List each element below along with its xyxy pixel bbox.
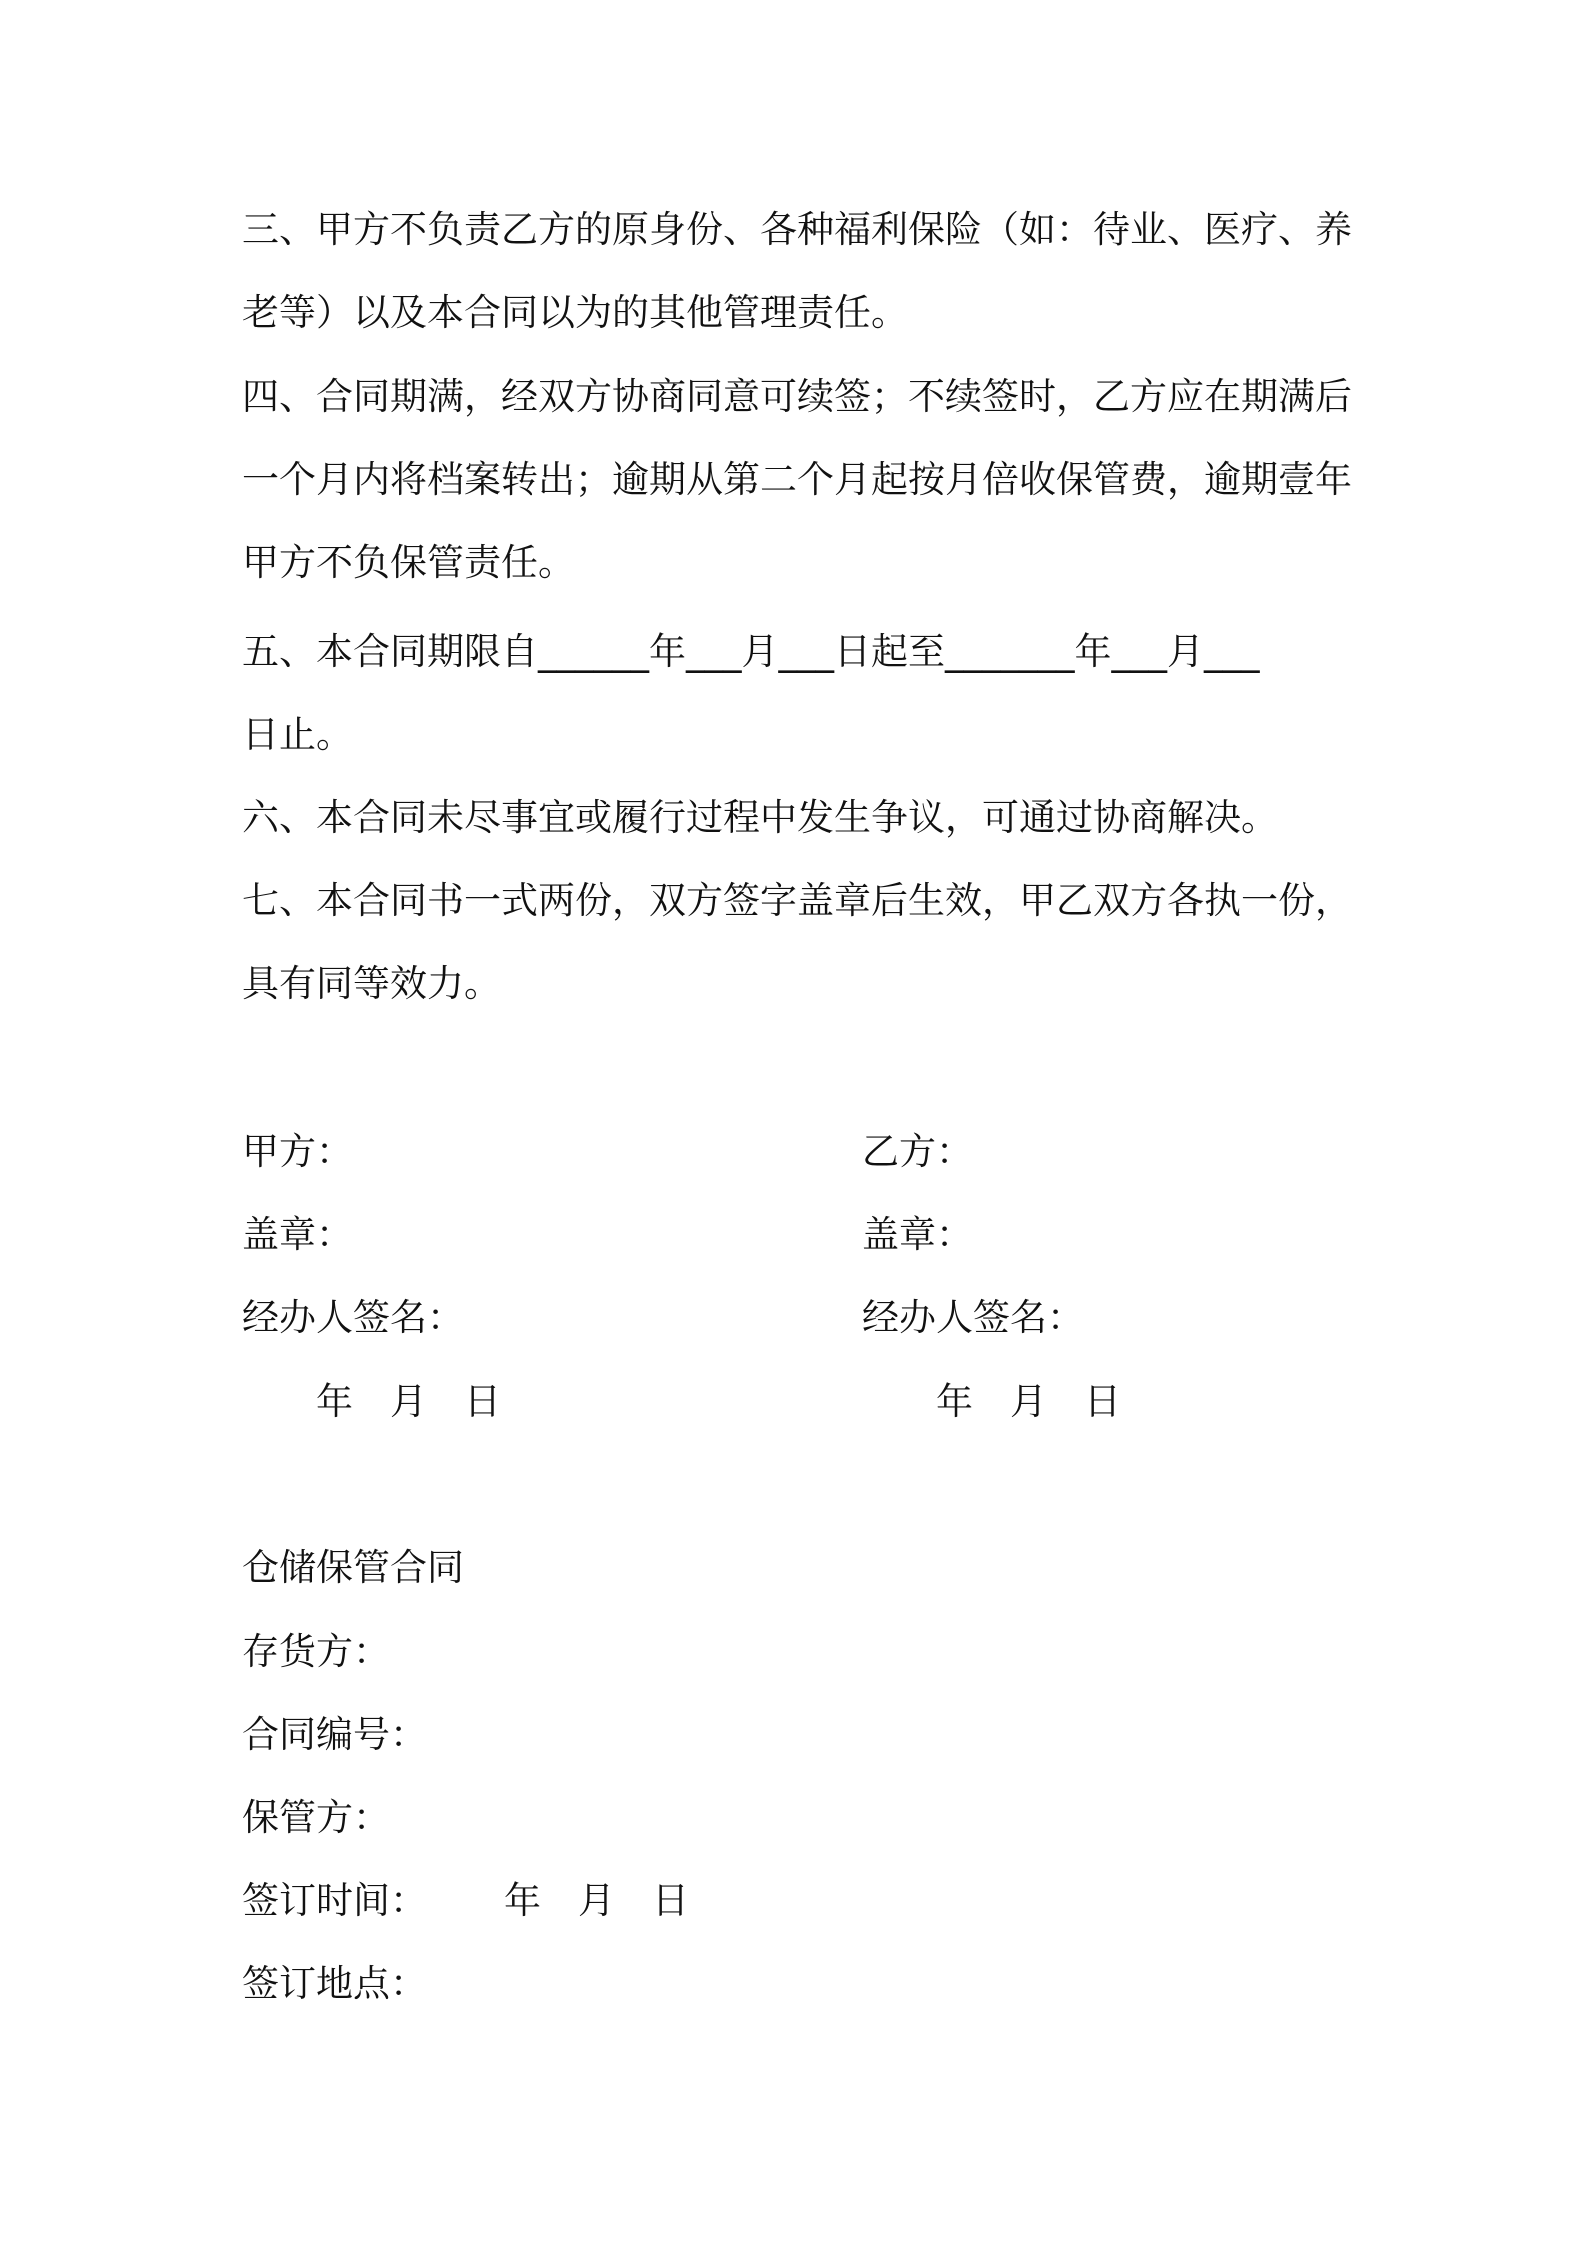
agent-a-signature-label: 经办人签名：	[242, 1296, 464, 1339]
date-b: 年 月 日	[936, 1380, 1121, 1423]
clause-3-line-1: 三、甲方不负责乙方的原身份、各种福利保险（如：待业、医疗、养	[242, 208, 1352, 251]
clause-4-line-1: 四、合同期满，经双方协商同意可续签；不续签时，乙方应在期满后	[242, 375, 1352, 418]
party-a-label: 甲方：	[242, 1130, 353, 1173]
custodian-label: 保管方：	[242, 1796, 390, 1839]
clause-3-line-2: 老等）以及本合同以为的其他管理责任。	[242, 291, 908, 334]
agent-b-signature-label: 经办人签名：	[862, 1296, 1084, 1339]
sign-time-label: 签订时间：	[242, 1879, 427, 1922]
clause-4-line-3: 甲方不负保管责任。	[242, 541, 575, 584]
seal-b-label: 盖章：	[862, 1213, 973, 1256]
clause-4-line-2: 一个月内将档案转出；逾期从第二个月起按月倍收保管费，逾期壹年	[242, 458, 1352, 501]
clause-5-line-2: 日止。	[242, 713, 353, 756]
sign-time-date: 年 月 日	[504, 1879, 689, 1922]
party-b-label: 乙方：	[862, 1130, 973, 1173]
clause-7-line-2: 具有同等效力。	[242, 962, 501, 1005]
depositor-label: 存货方：	[242, 1630, 390, 1673]
seal-a-label: 盖章：	[242, 1213, 353, 1256]
clause-7-line-1: 七、本合同书一式两份，双方签字盖章后生效，甲乙双方各执一份，	[242, 879, 1352, 922]
sign-place-label: 签订地点：	[242, 1962, 427, 2005]
clause-5-line-1: 五、本合同期限自______年___月___日起至_______年___月___	[242, 630, 1260, 673]
clause-6-line-1: 六、本合同未尽事宜或履行过程中发生争议，可通过协商解决。	[242, 796, 1278, 839]
date-a: 年 月 日	[316, 1380, 501, 1423]
contract-number-label: 合同编号：	[242, 1713, 427, 1756]
next-contract-title: 仓储保管合同	[242, 1546, 464, 1589]
